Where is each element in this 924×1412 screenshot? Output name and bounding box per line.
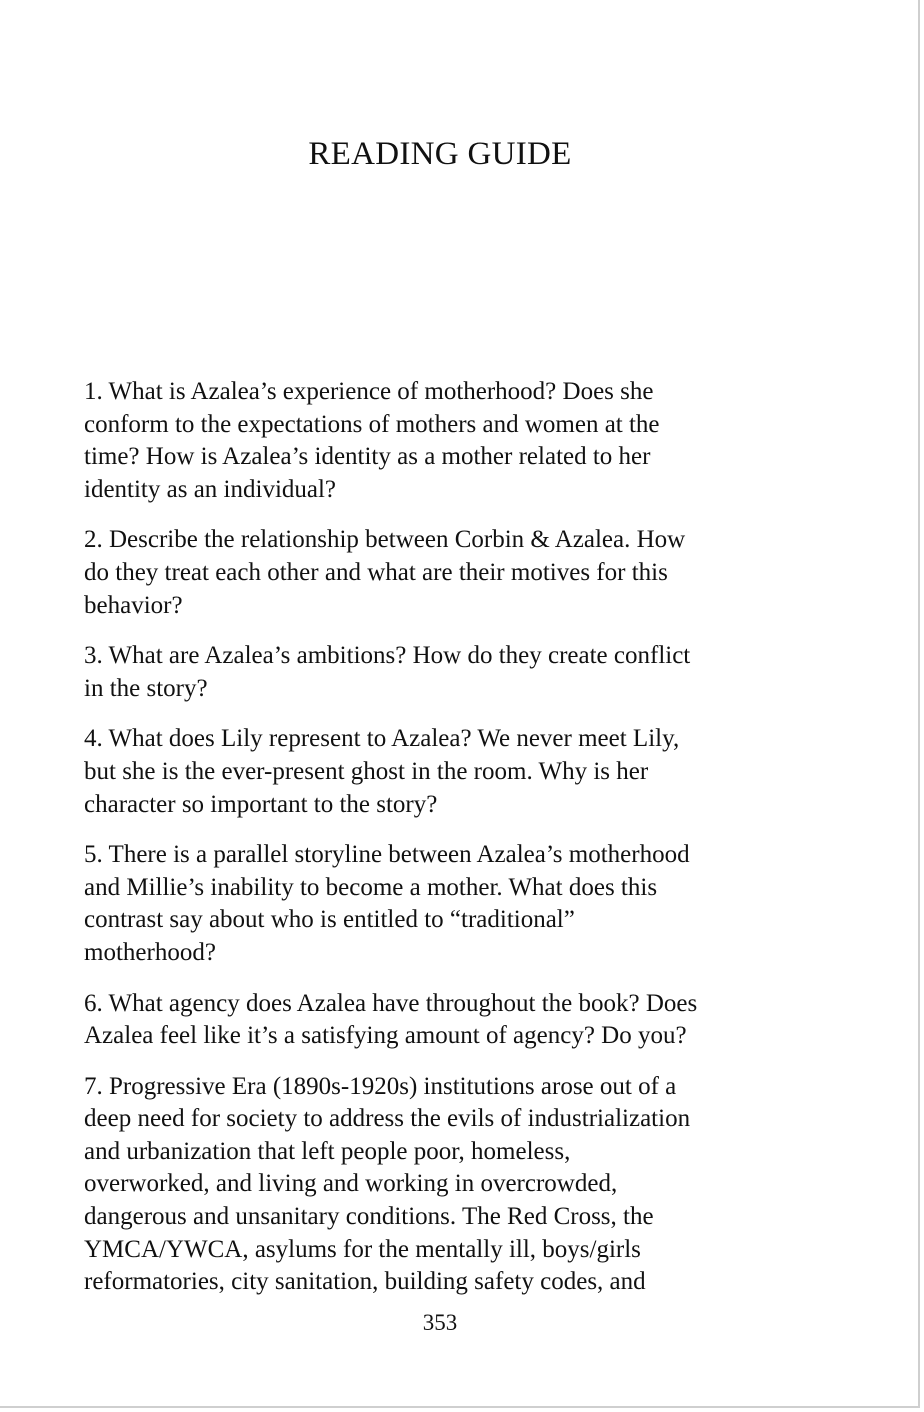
question-line: do they treat each other and what are their motives for this bbox=[84, 558, 668, 586]
question-4 bbox=[84, 723, 804, 821]
question-line: and Millie’s inability to become a mother. What does this bbox=[84, 873, 658, 901]
question-line: 5. There is a parallel storyline between Azalea’s motherhood bbox=[84, 841, 690, 869]
question-line: 7. Progressive Era (1890s-1920s) institutions arose out of a bbox=[84, 1072, 677, 1100]
question-line: in the story? bbox=[84, 674, 208, 702]
question-line: Azalea feel like it’s a satisfying amount of agency? Do you? bbox=[84, 1022, 687, 1050]
question-3 bbox=[84, 640, 804, 705]
question-line: behavior? bbox=[84, 591, 183, 619]
page-title: READING GUIDE bbox=[308, 136, 572, 172]
question-line: YMCA/YWCA, asylums for the mentally ill, boys/girls bbox=[84, 1235, 641, 1263]
page-number: 353 bbox=[422, 1310, 458, 1335]
question-1 bbox=[84, 376, 804, 506]
question-line: 3. What are Azalea’s ambitions? How do they create conflict bbox=[84, 642, 691, 670]
question-line: time? How is Azalea’s identity as a mother related to her bbox=[84, 443, 651, 471]
question-7 bbox=[84, 1071, 804, 1299]
question-line: dangerous and unsanitary conditions. The Red Cross, the bbox=[84, 1203, 654, 1231]
question-line: reformatories, city sanitation, building safety codes, and bbox=[84, 1268, 646, 1296]
question-line: deep need for society to address the evils of industrialization bbox=[84, 1105, 691, 1133]
question-5 bbox=[84, 839, 804, 969]
question-line: contrast say about who is entitled to “traditional” bbox=[84, 906, 575, 934]
question-line: overworked, and living and working in overcrowded, bbox=[84, 1170, 618, 1198]
question-line: 2. Describe the relationship between Corbin & Azalea. How bbox=[84, 526, 686, 554]
question-line: conform to the expectations of mothers and women at the bbox=[84, 410, 660, 438]
question-line: motherhood? bbox=[84, 938, 216, 966]
question-line: character so important to the story? bbox=[84, 790, 438, 818]
question-line: but she is the ever-present ghost in the room. Why is her bbox=[84, 757, 649, 785]
question-line: and urbanization that left people poor, homeless, bbox=[84, 1137, 571, 1165]
question-6 bbox=[84, 988, 804, 1053]
question-list bbox=[84, 376, 804, 1317]
question-2 bbox=[84, 524, 804, 622]
question-line: 1. What is Azalea’s experience of motherhood? Does she bbox=[84, 378, 654, 405]
question-line: identity as an individual? bbox=[84, 475, 337, 503]
question-line: 6. What agency does Azalea have throughout the book? Does bbox=[84, 989, 698, 1017]
question-line: 4. What does Lily represent to Azalea? We never meet Lily, bbox=[84, 725, 680, 753]
